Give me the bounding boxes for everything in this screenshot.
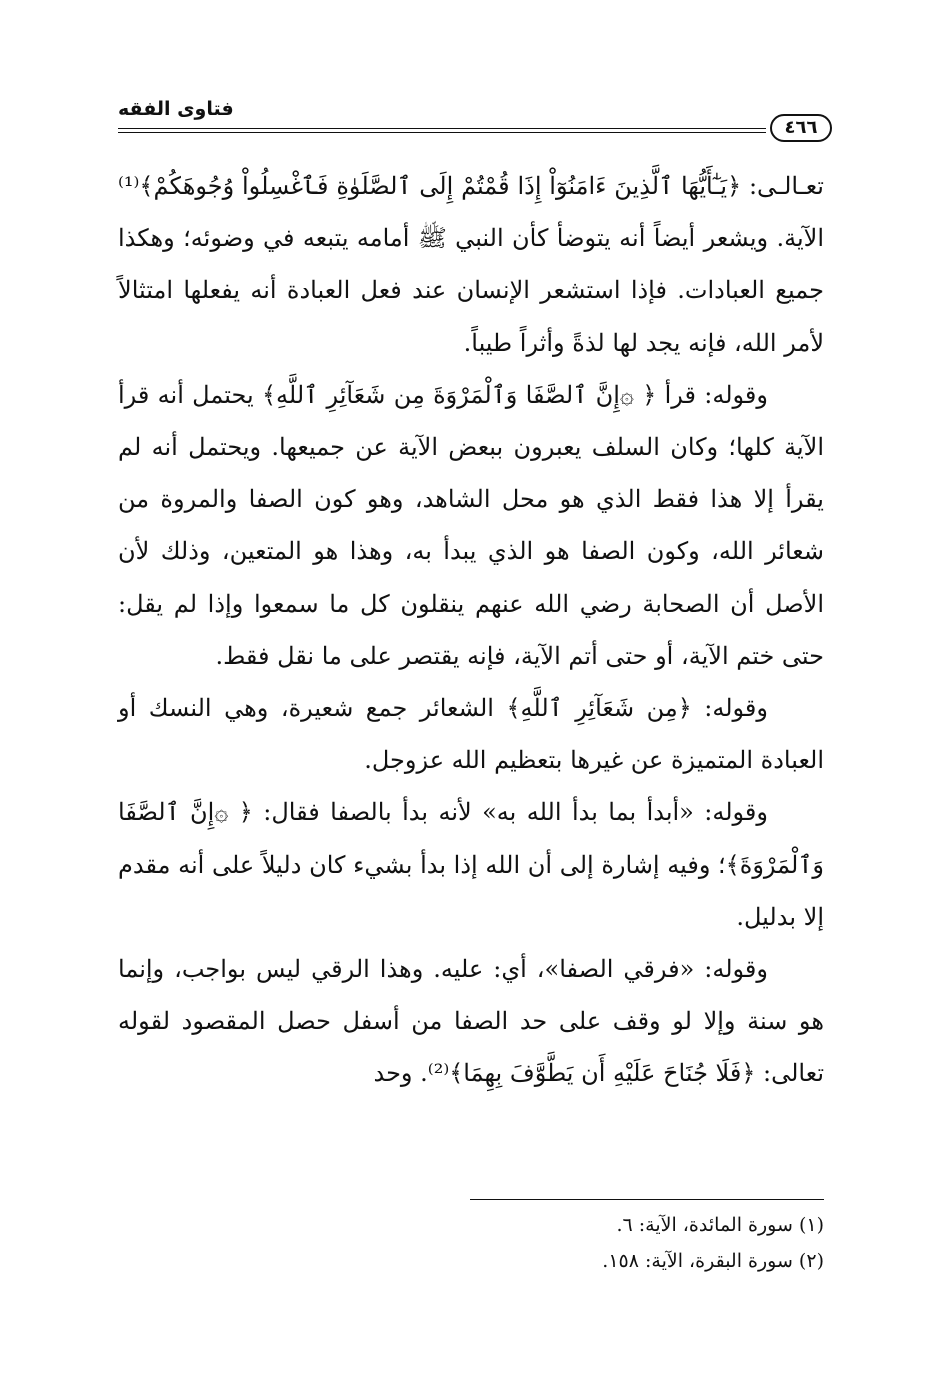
running-title: فتاوى الفقه	[118, 98, 234, 120]
paragraph-3: وقوله: ﴿مِن شَعَآئِرِ ٱللَّهِ﴾ الشعائر جمع شعيرة، وهي النسك أو العبادة المتميزة عن غيرها بتعظيم الله عزوجل.	[118, 694, 824, 775]
page-header	[118, 98, 832, 146]
main-text	[118, 160, 824, 1100]
paragraph-1: تعـالـى: ﴿يَـٰٓأَيُّهَا ٱلَّذِينَ ءَامَنُوٓاْ إِذَا قُمْتُمْ إِلَى ٱلصَّلَوٰةِ فَٱغْسِلُواْ وُجُوهَكُمْ﴾⁽¹⁾ الآية. ويشعر أيضاً أنه يتوضأ كأن النبي ﷺ أمامه يتبعه في وضوئه؛ وهكذا جميع العبادات. فإذا استشعر الإنسان عند فعل العبادة أنه يفعلها امتثالاً لأمر الله، فإنه يجد لها لذةً وأثراً طيباً.	[118, 172, 824, 357]
footnotes	[470, 1207, 824, 1279]
footnote-2: (٢) سورة البقرة، الآية: ١٥٨.	[602, 1250, 824, 1272]
paragraph-2: وقوله: قرأ ﴿ ۞إِنَّ ٱلصَّفَا وَٱلْمَرْوَةَ مِن شَعَآئِرِ ٱللَّهِ﴾ يحتمل أنه قرأ الآية كلها؛ وكان السلف يعبرون ببعض الآية عن جميعها. ويحتمل أنه لم يقرأ إلا هذا فقط الذي هو محل الشاهد، وهو كون الصفا والمروة من شعائر الله، وكون الصفا هو الذي يبدأ به، وهذا هو المتعين، وذلك لأن الأصل أن الصحابة رضي الله عنهم ينقلون كل ما سمعوا وإذا لم يقل: حتى ختم الآية، أو حتى أتم الآية، فإنه يقتصر على ما نقل فقط.	[118, 380, 824, 670]
footnote-1: (١) سورة المائدة، الآية: ٦.	[616, 1214, 824, 1236]
footnote-separator	[470, 1199, 824, 1200]
header-rule	[118, 128, 766, 133]
paragraph-4: وقوله: «أبدأ بما بدأ الله به» لأنه بدأ بالصفا فقال: ﴿ ۞إِنَّ ٱلصَّفَا وَٱلْمَرْوَةَ﴾؛ وفيه إشارة إلى أن الله إذا بدأ بشيء كان دليلاً على أنه مقدم إلا بدليل.	[118, 798, 824, 931]
page-number: ٤٦٦	[770, 114, 832, 142]
paragraph-5: وقوله: «فرقي الصفا»، أي: عليه. وهذا الرقي ليس بواجب، وإنما هو سنة وإلا لو وقف على حد الصفا من أسفل حصل المقصود لقوله تعالى: ﴿فَلَا جُنَاحَ عَلَيْهِ أَن يَطَّوَّفَ بِهِمَا﴾⁽²⁾. وحد	[118, 955, 824, 1088]
